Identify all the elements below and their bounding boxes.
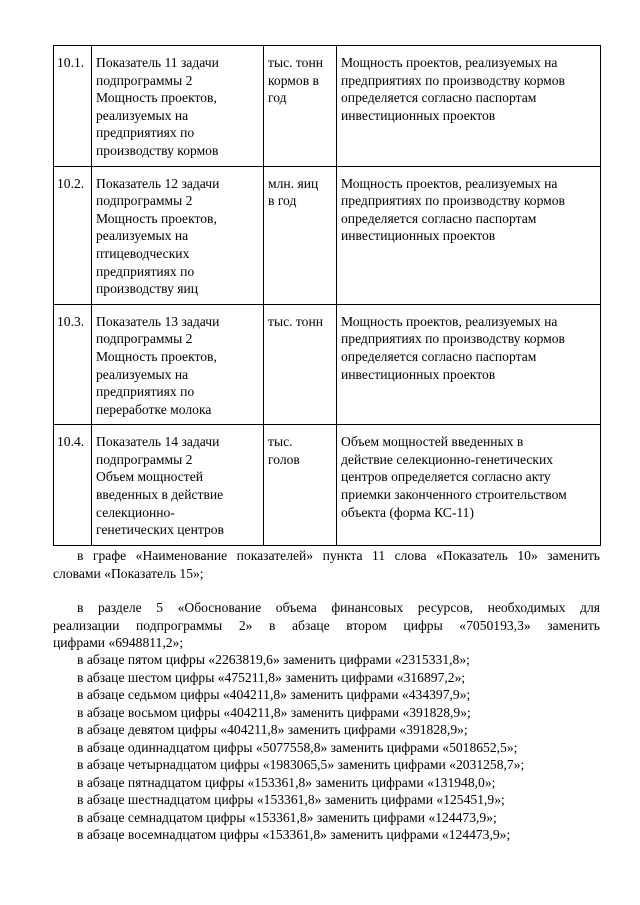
cell-line: тыс. тонн bbox=[268, 55, 324, 70]
cell-line: объекта (форма КС-11) bbox=[341, 504, 475, 520]
cell-line: Объем мощностей bbox=[96, 469, 204, 485]
cell-line: млн. яиц bbox=[268, 175, 319, 191]
cell-line: инвестиционных проектов bbox=[341, 107, 496, 123]
cell-line: инвестиционных проектов bbox=[341, 366, 496, 382]
cell-line: определяется согласно паспортам bbox=[341, 348, 537, 364]
cell-line: предприятиях по производству кормов bbox=[341, 72, 565, 88]
cell-line: предприятиях по bbox=[96, 263, 195, 279]
cell-line: Мощность проектов, bbox=[96, 210, 217, 226]
cell-line: переработке молока bbox=[96, 401, 212, 417]
cell-line: Объем мощностей введенных в bbox=[341, 434, 524, 450]
amendment-item: в абзаце пятнадцатом цифры «153361,8» заменить цифрами «131948,0»; bbox=[77, 774, 496, 790]
amendments-list bbox=[53, 651, 600, 844]
table-row bbox=[54, 46, 601, 167]
cell-line: подпрограммы 2 bbox=[96, 451, 193, 467]
cell-line: Мощность проектов, реализуемых на bbox=[341, 313, 558, 329]
table-row bbox=[54, 425, 601, 546]
cell-line: Показатель 14 задачи bbox=[96, 434, 220, 450]
cell-line: определяется согласно паспортам bbox=[341, 90, 537, 106]
indicators-table bbox=[53, 45, 601, 546]
cell-line: год bbox=[268, 90, 287, 106]
table-row bbox=[54, 166, 601, 304]
amendment-item: в абзаце пятом цифры «2263819,6» заменить цифрами «2315331,8»; bbox=[77, 652, 470, 667]
cell-line: птицеводческих bbox=[96, 245, 190, 261]
cell-line: определяется согласно паспортам bbox=[341, 210, 537, 226]
row-number-cell: 10.4. bbox=[54, 425, 92, 546]
cell-line: Показатель 12 задачи bbox=[96, 175, 220, 191]
cell-line: подпрограммы 2 bbox=[96, 331, 193, 347]
cell-line: подпрограммы 2 bbox=[96, 193, 193, 209]
cell-line: в год bbox=[268, 193, 297, 209]
cell-line: предприятиях по производству кормов bbox=[341, 193, 565, 209]
unit-cell bbox=[264, 304, 337, 425]
cell-line: реализуемых на bbox=[96, 366, 189, 382]
cell-line: производству яиц bbox=[96, 281, 199, 297]
cell-line: предприятиях по bbox=[96, 125, 195, 141]
paragraph-line: цифрами «6948811,2»; bbox=[53, 635, 184, 651]
amendment-item: в абзаце одиннадцатом цифры «5077558,8» заменить цифрами «5018652,5»; bbox=[77, 739, 518, 755]
cell-line: Показатель 13 задачи bbox=[96, 313, 220, 329]
cell-line: производству кормов bbox=[96, 142, 219, 158]
amendment-item: в абзаце четырнадцатом цифры «1983065,5» заменить цифрами «2031258,7»; bbox=[77, 757, 525, 773]
cell-line: введенных в действие bbox=[96, 487, 224, 503]
cell-line: тыс. bbox=[268, 434, 293, 450]
cell-line: реализуемых на bbox=[96, 228, 189, 244]
indicator-name-cell bbox=[92, 166, 264, 304]
cell-line: Мощность проектов, реализуемых на bbox=[341, 55, 558, 70]
indicator-name-cell bbox=[92, 304, 264, 425]
paragraph-line: в разделе 5 «Обоснование объема финансовых ресурсов, необходимых для bbox=[77, 600, 600, 615]
cell-line: Показатель 11 задачи bbox=[96, 55, 219, 70]
cell-line: Мощность проектов, bbox=[96, 90, 217, 106]
paragraph-line: словами «Показатель 15»; bbox=[53, 565, 204, 581]
paragraph-line: в графе «Наименование показателей» пункта 11 слова «Показатель 10» заменить bbox=[77, 548, 600, 563]
cell-line: подпрограммы 2 bbox=[96, 72, 193, 88]
paragraph-rename-indicator bbox=[53, 547, 600, 582]
unit-cell bbox=[264, 425, 337, 546]
amendment-item: в абзаце семнадцатом цифры «153361,8» заменить цифрами «124473,9»; bbox=[77, 809, 497, 825]
unit-cell bbox=[264, 166, 337, 304]
amendment-item: в абзаце девятом цифры «404211,8» заменить цифрами «391828,9»; bbox=[77, 722, 468, 738]
cell-line: голов bbox=[268, 451, 300, 467]
amendment-item: в абзаце восемнадцатом цифры «153361,8» заменить цифрами «124473,9»; bbox=[77, 827, 511, 843]
unit-cell bbox=[264, 46, 337, 167]
row-number-cell: 10.3. bbox=[54, 304, 92, 425]
amendment-item: в абзаце восьмом цифры «404211,8» заменить цифрами «391828,9»; bbox=[77, 704, 471, 720]
table-row bbox=[54, 304, 601, 425]
cell-line: приемки законченного строительством bbox=[341, 487, 567, 503]
cell-line: генетических центров bbox=[96, 522, 224, 538]
amendment-item: в абзаце седьмом цифры «404211,8» заменить цифрами «434397,9»; bbox=[77, 687, 471, 703]
paragraph-section-5 bbox=[53, 599, 600, 652]
indicators-table-body bbox=[54, 46, 601, 546]
cell-line: предприятиях по bbox=[96, 384, 195, 400]
cell-line: кормов в bbox=[268, 72, 319, 88]
method-cell bbox=[337, 46, 601, 167]
amendment-item: в абзаце шестнадцатом цифры «153361,8» заменить цифрами «125451,9»; bbox=[77, 792, 505, 808]
row-number-cell: 10.2. bbox=[54, 166, 92, 304]
cell-line: селекционно- bbox=[96, 504, 175, 520]
cell-line: Мощность проектов, реализуемых на bbox=[341, 175, 558, 191]
method-cell bbox=[337, 166, 601, 304]
indicator-name-cell bbox=[92, 46, 264, 167]
method-cell bbox=[337, 425, 601, 546]
cell-line: предприятиях по производству кормов bbox=[341, 331, 565, 347]
cell-line: инвестиционных проектов bbox=[341, 228, 496, 244]
cell-line: центров определяется согласно акту bbox=[341, 469, 551, 485]
paragraph-line: реализации подпрограммы 2» в абзаце втором цифры «7050193,3» заменить bbox=[53, 617, 600, 633]
cell-line: действие селекционно-генетических bbox=[341, 451, 554, 467]
indicator-name-cell bbox=[92, 425, 264, 546]
row-number-cell: 10.1. bbox=[54, 46, 92, 167]
cell-line: реализуемых на bbox=[96, 107, 189, 123]
cell-line: тыс. тонн bbox=[268, 313, 324, 329]
cell-line: Мощность проектов, bbox=[96, 348, 217, 364]
method-cell bbox=[337, 304, 601, 425]
amendment-item: в абзаце шестом цифры «475211,8» заменить цифрами «316897,2»; bbox=[77, 669, 466, 685]
